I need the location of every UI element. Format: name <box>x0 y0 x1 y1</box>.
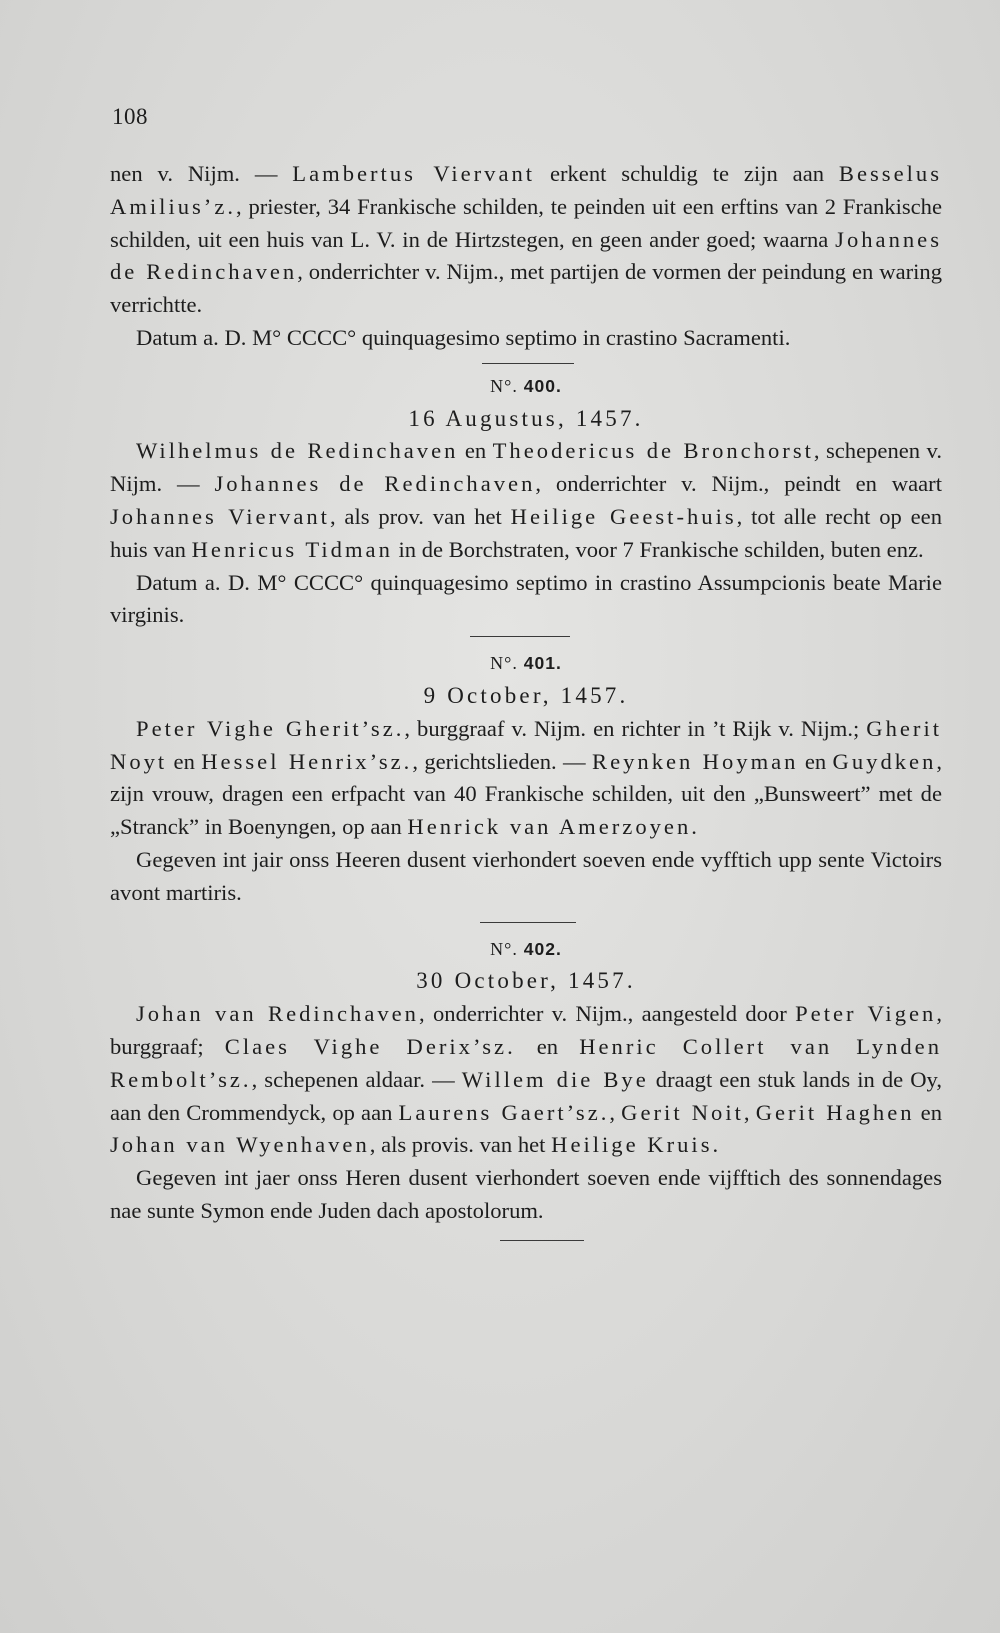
person-name: Hessel Henrix’sz. <box>201 748 413 774</box>
text-run: , <box>609 1099 622 1125</box>
text-run: en <box>515 1033 580 1059</box>
text-run: , onderrichter v. Nijm., peindt en waart <box>535 471 942 497</box>
entry-text <box>110 713 942 844</box>
text-run: en <box>798 748 833 774</box>
text-run: , schepenen v. Nijm. — <box>110 438 942 497</box>
entry-text <box>110 435 942 566</box>
entry-closing: Gegeven int jaer onss Heren dusent vierhondert soeven ende vijfftich des sonnendages nae sunte Symon ende Juden dach apostolorum. <box>110 1165 942 1223</box>
text-run: en <box>914 1099 942 1125</box>
person-name: Theodericus de Bronchorst <box>492 438 814 464</box>
person-name: Peter Vigen <box>795 1001 937 1027</box>
institution-name: Heilige Geest-huis <box>510 503 737 529</box>
text-run: en <box>167 748 202 774</box>
text-run: nen v. Nijm. — <box>110 161 293 186</box>
person-name: Gerit Haghen <box>755 1099 915 1125</box>
document-date: 9 October, 1457. <box>423 682 629 708</box>
person-name: Willem die Bye <box>461 1066 649 1092</box>
text-run: , als prov. van het <box>329 503 511 529</box>
person-name: Peter Vighe Gherit’sz. <box>136 715 405 741</box>
person-name: Reynken Hoyman <box>592 748 799 774</box>
document-body <box>110 158 942 1241</box>
text-run: , burggraaf; <box>110 1001 942 1059</box>
person-name: Lambertus Viervant <box>292 161 536 186</box>
separator-rule <box>480 922 576 923</box>
person-name: Wilhelmus de Redinchaven <box>136 438 459 464</box>
institution-name: Heilige Kruis <box>551 1132 713 1158</box>
separator-rule <box>482 363 574 364</box>
text-run: , onderrichter v. Nijm., met partijen de vormen der peindung en waring verrichtte. <box>110 259 942 318</box>
text-run: , onderrichter v. Nijm., aangesteld door <box>418 1001 796 1027</box>
text-run: , zijn vrouw, dragen een erfpacht van 40 Frankische schilden, uit den „Bunsweert” met de „Stranck” in Boenyngen, op aan <box>110 748 943 840</box>
text-run: , priester, 34 Frankische schilden, te peinden uit een erftins van 2 Frankische schilden, uit een huis van L. V. in de Hirtzstegen, en geen ander goed; waarna <box>110 193 942 252</box>
person-name: Gherit Noyt <box>110 715 943 774</box>
document-number: N°. 402. <box>490 938 562 959</box>
opening-datum: Datum a. D. M° CCCC° quinquagesimo septimo in crastino Sacramenti. <box>136 324 791 350</box>
person-name: Johannes Viervant <box>110 503 330 529</box>
text-run: , als provis. van het <box>369 1132 552 1158</box>
person-name: Johannes de Redinchaven <box>214 471 536 497</box>
person-name: Guydken <box>832 748 937 774</box>
text-run: in de Borchstraten, voor 7 Frankische schilden, buten enz. <box>392 536 924 562</box>
person-name: Claes Vighe Derix’sz. <box>224 1033 516 1059</box>
entry-closing: Gegeven int jair onss Heeren dusent vierhondert soeven ende vyfftich upp sente Victoirs avont martiris. <box>110 846 942 905</box>
person-name: Gerit Noit <box>621 1099 744 1125</box>
separator-rule <box>500 1240 584 1241</box>
text-run: , gerichtslieden. — <box>412 748 592 774</box>
text-run: . <box>691 814 697 840</box>
text-run: erkent schuldig te zijn aan <box>535 161 839 186</box>
separator-rule <box>470 636 570 637</box>
person-name: Henrick van Amerzoyen <box>407 814 692 840</box>
person-name: Johan van Redinchaven <box>136 1001 419 1027</box>
document-number: N°. 400. <box>490 375 562 396</box>
text-run: draagt een stuk lands in de Oy, aan den Crommendyck, op aan <box>110 1066 943 1125</box>
text-run: , <box>743 1099 756 1125</box>
document-date: 30 October, 1457. <box>416 968 636 994</box>
text-run: , schepenen aldaar. — <box>251 1066 462 1092</box>
person-name: Henricus Tidman <box>191 536 393 562</box>
document-number: N°. 401. <box>490 653 562 674</box>
text-run: . <box>712 1132 719 1158</box>
opening-paragraph <box>110 158 942 322</box>
document-date: 16 Augustus, 1457. <box>408 405 644 431</box>
entry-closing: Datum a. D. M° CCCC° quinquagesimo septimo in crastino Assumpcionis beate Marie virginis. <box>110 569 942 628</box>
person-name: Laurens Gaert’sz. <box>398 1099 610 1125</box>
entry-text <box>110 998 942 1162</box>
person-name: Johan van Wyenhaven <box>110 1132 370 1158</box>
person-name: Johannes de Redinchaven <box>110 226 942 285</box>
person-name: Henric Collert van Lynden Rembolt’sz. <box>110 1033 942 1092</box>
person-name: Besselus Amilius’z. <box>110 161 942 219</box>
text-run: , burggraaf v. Nijm. en richter in ’t Rijk v. Nijm.; <box>404 715 867 741</box>
page-number: 108 <box>112 104 148 129</box>
text-run: , tot alle recht op een huis van <box>110 503 942 562</box>
text-run: en <box>458 438 493 464</box>
